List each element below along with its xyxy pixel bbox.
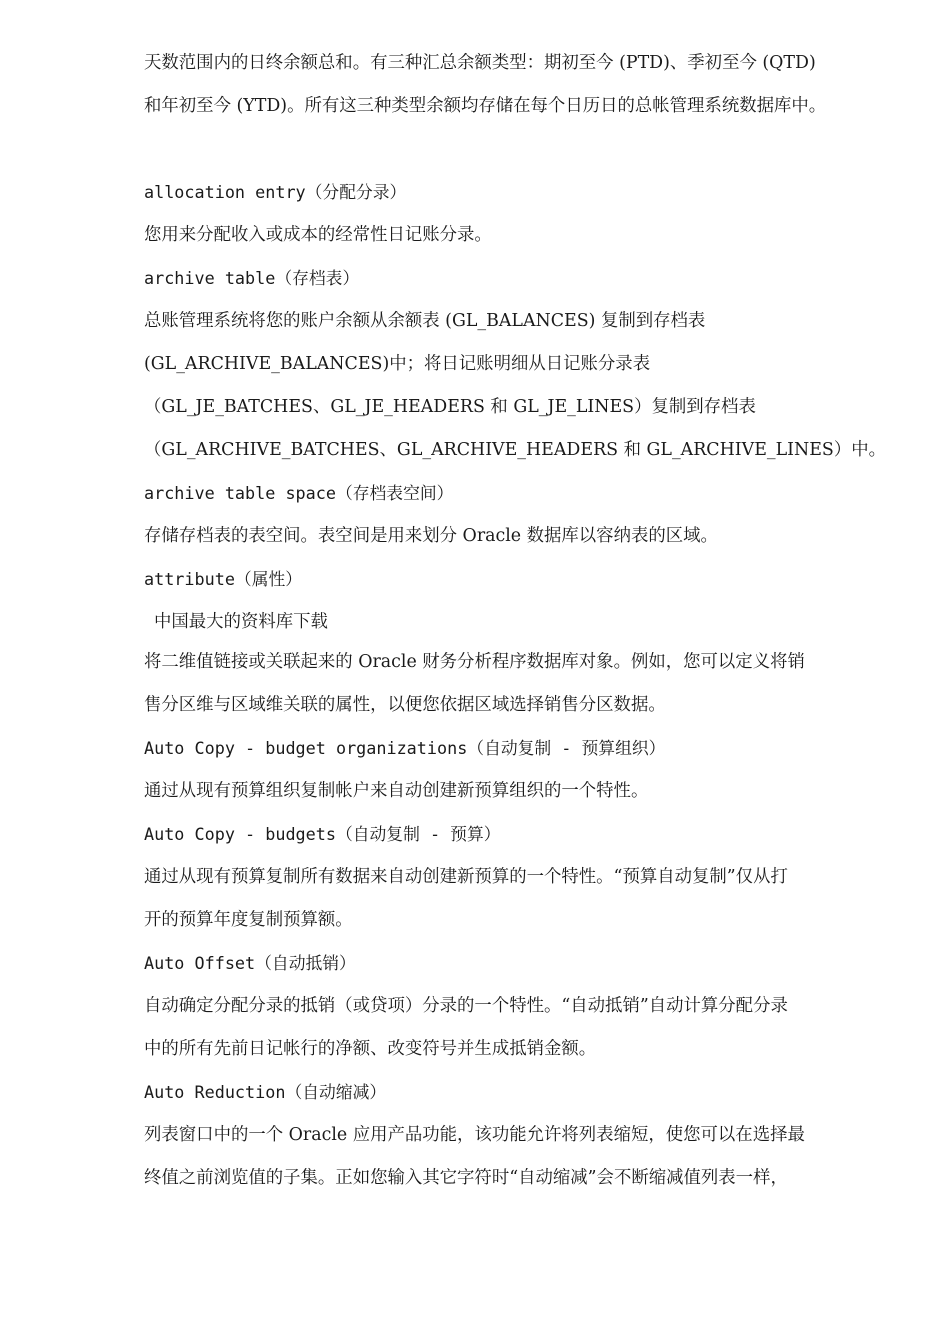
glossary-definition: (GL_ARCHIVE_BALANCES)中；将日记账明细从日记账分录表: [144, 354, 651, 374]
intro-line: 和年初至今 (YTD)。所有这三种类型余额均存储在每个日历日的总帐管理系统数据库中。: [144, 96, 827, 116]
glossary-definition: （GL_JE_BATCHES、GL_JE_HEADERS 和 GL_JE_LINES）复制到存档表: [144, 397, 756, 417]
glossary-definition: 列表窗口中的一个 Oracle 应用产品功能，该功能允许将列表缩短，使您可以在选择最: [144, 1125, 805, 1145]
glossary-definition: 终值之前浏览值的子集。正如您输入其它字符时“自动缩减”会不断缩减值列表一样，: [144, 1168, 788, 1188]
glossary-definition: 总账管理系统将您的账户余额从余额表 (GL_BALANCES) 复制到存档表: [144, 311, 706, 331]
glossary-definition: （GL_ARCHIVE_BATCHES、GL_ARCHIVE_HEADERS 和 GL_ARCHIVE_LINES）中。: [144, 440, 887, 460]
glossary-definition: 自动确定分配分录的抵销（或贷项）分录的一个特性。“自动抵销”自动计算分配分录: [144, 996, 788, 1016]
glossary-definition: 通过从现有预算复制所有数据来自动创建新预算的一个特性。“预算自动复制”仅从打: [144, 867, 788, 887]
glossary-term-attribute: attribute（属性）: [144, 569, 303, 589]
glossary-term-archive-table: archive table（存档表）: [144, 268, 360, 288]
glossary-definition: 您用来分配收入或成本的经常性日记账分录。: [144, 225, 492, 245]
glossary-definition: 将二维值链接或关联起来的 Oracle 财务分析程序数据库对象。例如，您可以定义将销: [144, 652, 805, 672]
glossary-term-auto-copy-budgets: Auto Copy - budgets（自动复制 - 预算）: [144, 824, 501, 844]
glossary-definition: 中的所有先前日记帐行的净额、改变符号并生成抵销金额。: [144, 1039, 597, 1059]
glossary-definition: 售分区维与区域维关联的属性，以便您依据区域选择销售分区数据。: [144, 695, 666, 715]
paragraph-gap: [144, 132, 884, 175]
glossary-term-auto-reduction: Auto Reduction（自动缩减）: [144, 1082, 387, 1102]
glossary-definition: 通过从现有预算组织复制帐户来自动创建新预算组织的一个特性。: [144, 781, 649, 801]
glossary-term-auto-offset: Auto Offset（自动抵销）: [144, 953, 356, 973]
glossary-definition: 存储存档表的表空间。表空间是用来划分 Oracle 数据库以容纳表的区域。: [144, 526, 718, 546]
glossary-term-allocation-entry: allocation entry（分配分录）: [144, 182, 407, 202]
watermark-text: 中国最大的资料库下载: [154, 612, 328, 632]
intro-line: 天数范围内的日终余额总和。有三种汇总余额类型：期初至今 (PTD)、季初至今 (QTD): [144, 53, 816, 73]
glossary-term-archive-table-space: archive table space（存档表空间）: [144, 483, 454, 503]
glossary-term-auto-copy-budget-organizations: Auto Copy - budget organizations（自动复制 - 预算组织）: [144, 738, 666, 758]
glossary-definition: 开的预算年度复制预算额。: [144, 910, 353, 930]
document-body: [144, 46, 887, 1204]
